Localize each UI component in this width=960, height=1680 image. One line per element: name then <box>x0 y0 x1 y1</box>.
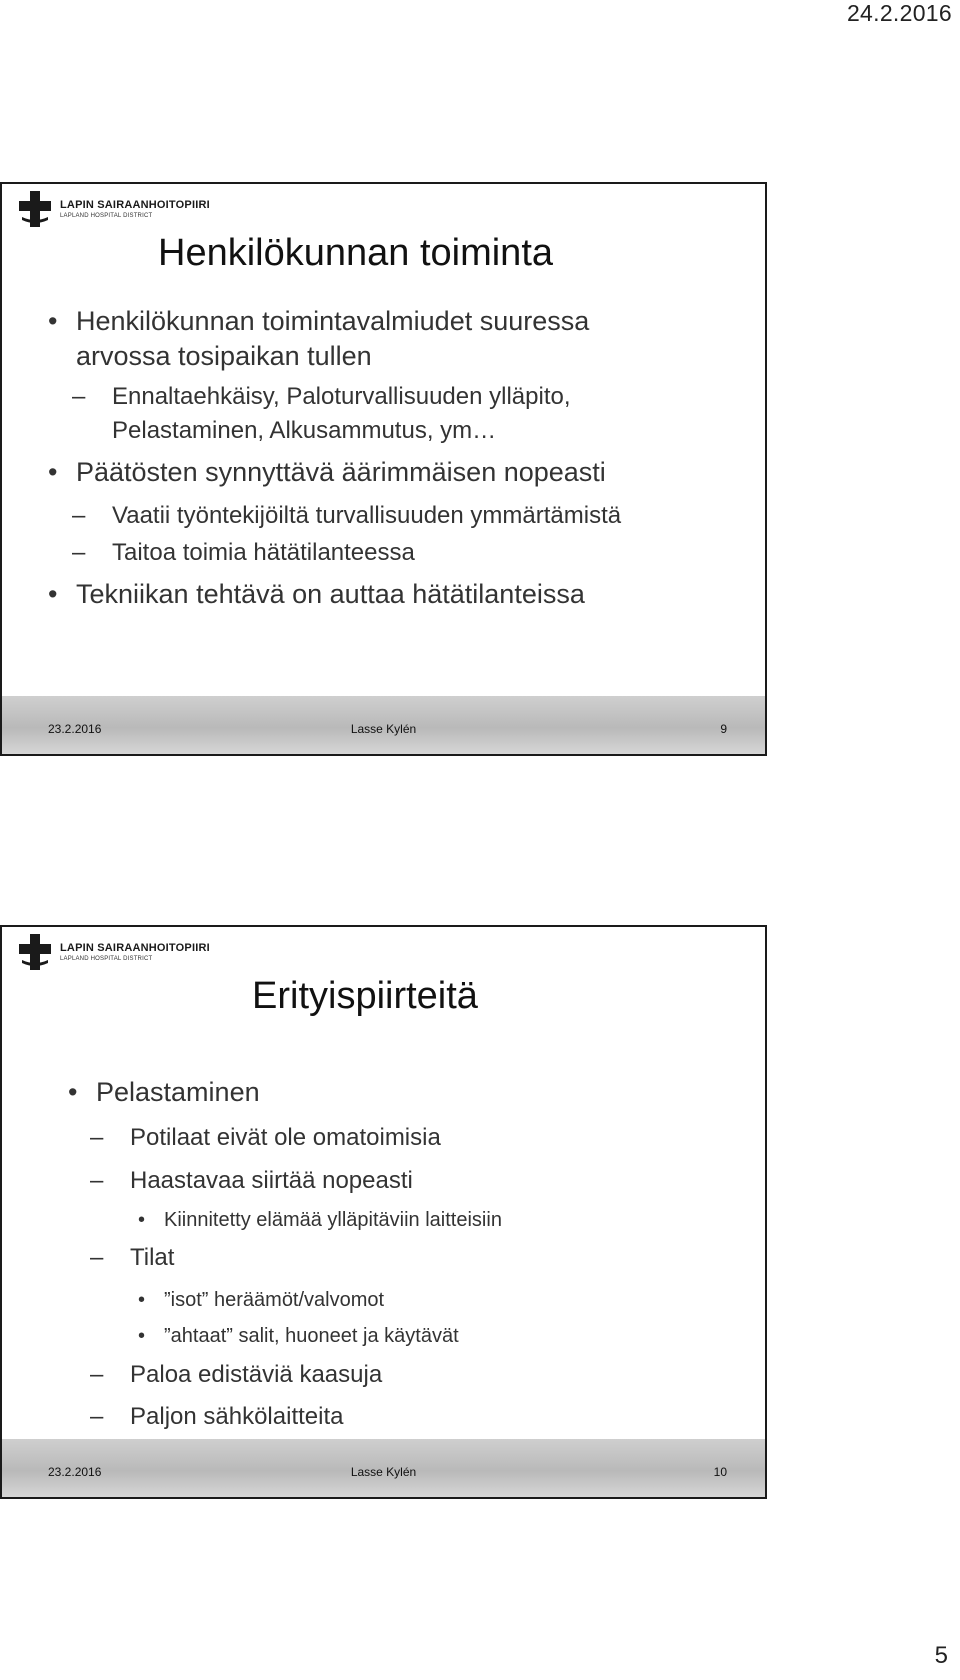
dash-icon: – <box>90 1244 104 1271</box>
slide-10 <box>0 925 767 1499</box>
page-number: 5 <box>934 1642 948 1669</box>
dash-icon: – <box>90 1361 104 1388</box>
logo-subtitle: LAPLAND HOSPITAL DISTRICT <box>60 213 153 219</box>
slide-9 <box>0 182 767 756</box>
page-date: 24.2.2016 <box>846 0 952 26</box>
logo-name: LAPIN SAIRAANHOITOPIIRI <box>60 942 210 954</box>
footer-date: 23.2.2016 <box>48 1465 102 1479</box>
footer-slide-number: 9 <box>720 722 727 736</box>
hospital-cross-icon <box>18 190 52 228</box>
bullet-item: • Pelastaminen <box>68 1077 260 1107</box>
sub-sub-bullet-item: • ”ahtaat” salit, huoneet ja käytävät <box>164 1319 459 1353</box>
hospital-cross-icon <box>18 933 52 971</box>
dash-icon: – <box>72 539 86 566</box>
sub-bullet-item: – Ennaltaehkäisy, Paloturvallisuuden ylläpito, <box>112 380 571 414</box>
sub-bullet-item: – Haastavaa siirtää nopeasti <box>130 1164 413 1198</box>
sub-bullet-item: – Potilaat eivät ole omatoimisia <box>130 1121 441 1155</box>
slide-title: Erityispiirteitä <box>252 975 478 1017</box>
bullet-dot-icon: • <box>48 306 58 336</box>
bullet-item: • Henkilökunnan toimintavalmiudet suuressa <box>48 306 590 336</box>
logo-subtitle: LAPLAND HOSPITAL DISTRICT <box>60 956 153 962</box>
slide-footer <box>2 696 765 754</box>
sub-bullet-item: – Paloa edistäviä kaasuja <box>130 1358 382 1392</box>
sub-sub-bullet-item: • ”isot” heräämöt/valvomot <box>164 1283 384 1317</box>
sub-bullet-item: – Tilat <box>130 1241 174 1275</box>
sub-bullet-item: – Vaatii työntekijöiltä turvallisuuden ymmärtämistä <box>112 499 621 533</box>
logo-name: LAPIN SAIRAANHOITOPIIRI <box>60 199 210 211</box>
organization-logo <box>14 190 224 228</box>
bullet-dot-icon: • <box>138 1325 146 1347</box>
sub-sub-bullet-item: • Kiinnitetty elämää ylläpitäviin laitteisiin <box>164 1203 502 1237</box>
organization-logo <box>14 933 224 971</box>
slide-title: Henkilökunnan toiminta <box>158 232 554 274</box>
sub-bullet-item-continuation: Pelastaminen, Alkusammutus, ym… <box>112 417 497 444</box>
footer-author: Lasse Kylén <box>350 1465 417 1479</box>
dash-icon: – <box>72 383 86 410</box>
bullet-item: • Päätösten synnyttävä äärimmäisen nopeasti <box>48 457 606 487</box>
bullet-item-continuation: arvossa tosipaikan tullen <box>76 341 372 371</box>
bullet-dot-icon: • <box>48 457 58 487</box>
dash-icon: – <box>90 1124 104 1151</box>
dash-icon: – <box>90 1167 104 1194</box>
sub-bullet-item: – Paljon sähkölaitteita <box>130 1400 343 1434</box>
dash-icon: – <box>90 1403 104 1430</box>
bullet-dot-icon: • <box>48 579 58 609</box>
slide-footer <box>2 1439 765 1497</box>
sub-bullet-item: – Taitoa toimia hätätilanteessa <box>112 536 415 570</box>
bullet-item: • Tekniikan tehtävä on auttaa hätätilanteissa <box>48 579 585 609</box>
bullet-dot-icon: • <box>138 1209 146 1231</box>
footer-author: Lasse Kylén <box>350 722 417 736</box>
footer-slide-number: 10 <box>713 1465 727 1479</box>
footer-date: 23.2.2016 <box>48 722 102 736</box>
dash-icon: – <box>72 502 86 529</box>
bullet-dot-icon: • <box>138 1289 146 1311</box>
bullet-dot-icon: • <box>68 1077 78 1107</box>
